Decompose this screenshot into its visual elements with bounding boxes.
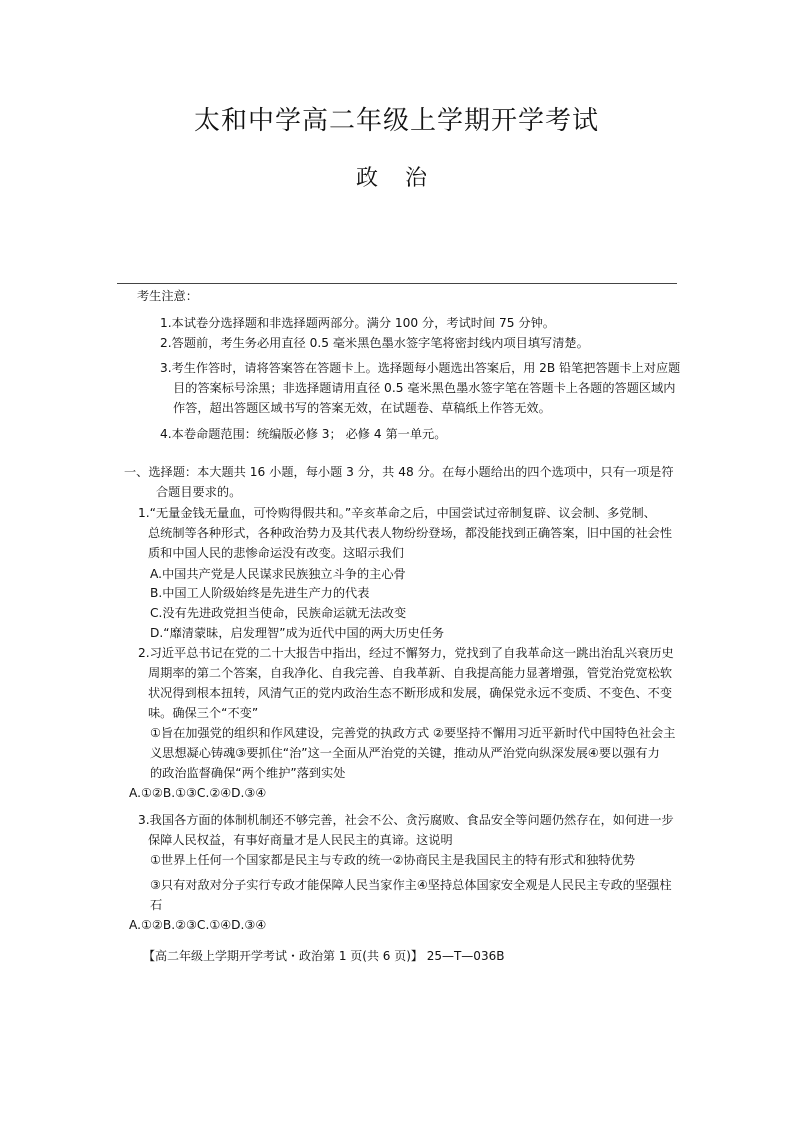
- q3-choices: A.①②B.②③C.①④D.③④: [129, 918, 267, 932]
- section-1-intro-line-2: 合题目要求的。: [156, 485, 242, 499]
- notice-item-1: 1.本试卷分选择题和非选择题两部分。满分 100 分，考试时间 75 分钟。: [160, 316, 555, 330]
- q2-stem-line-2: 周期率的第二个答案，自我净化、自我完善、自我革新、自我提高能力显著增强，管党治党宽松软: [148, 666, 673, 680]
- q2-items-line-1: ①旨在加强党的组织和作风建设，完善党的执政方式 ②要坚持不懈用习近平新时代中国特色社会主: [150, 726, 676, 740]
- q1-option-c: C.没有先进政党担当使命，民族命运就无法改变: [150, 606, 407, 620]
- exam-title: 太和中学高二年级上学期开学考试: [193, 106, 599, 136]
- q3-items-line-1: ①世界上任何一个国家都是民主与专政的统一②协商民主是我国民主的特有形式和独特优势: [150, 853, 635, 867]
- q2-stem-line-1: 2.习近平总书记在党的二十大报告中指出，经过不懈努力，党找到了自我革命这一跳出治乱兴衰历史: [138, 646, 674, 660]
- q3-items-line-2: ③只有对敌对分子实行专政才能保障人民当家作主④坚持总体国家安全观是人民民主专政的坚强柱: [150, 878, 672, 892]
- notice-heading: 考生注意：: [137, 289, 198, 303]
- q2-stem-line-3: 状况得到根本扭转，风清气正的党内政治生态不断形成和发展，确保党永远不变质、不变色、不变: [148, 686, 673, 700]
- section-1-intro-line-1: 一、选择题：本大题共 16 小题，每小题 3 分，共 48 分。在每小题给出的四个选项中，只有一项是符: [124, 465, 674, 479]
- q1-stem-line-2: 总统制等各种形式，各种政治势力及其代表人物纷纷登场，都没能找到正确答案，旧中国的社会性: [148, 526, 673, 540]
- q2-items-line-2: 义思想凝心铸魂③要抓住“治”这一全面从严治党的关键，推动从严治党向纵深发展④要以强有力: [150, 746, 660, 760]
- q1-stem-line-3: 质和中国人民的悲惨命运没有改变。这昭示我们: [148, 546, 404, 560]
- notice-item-2: 2.答题前，考生务必用直径 0.5 毫米黑色墨水签字笔将密封线内项目填写清楚。: [160, 336, 589, 350]
- q2-items-line-3: 的政治监督确保“两个维护”落到实处: [150, 766, 346, 780]
- notice-item-3-line-1: 3.考生作答时，请将答案答在答题卡上。选择题每小题选出答案后，用 2B 铅笔把答题卡上对应题: [160, 361, 681, 375]
- notice-item-3-line-2: 目的答案标号涂黑；非选择题请用直径 0.5 毫米黑色墨水签字笔在答题卡上各题的答题区域内: [173, 381, 676, 395]
- q2-stem-line-4: 味。确保三个“不变”: [148, 706, 259, 720]
- q3-stem-line-2: 保障人民权益，有事好商量才是人民民主的真谛。这说明: [148, 833, 453, 847]
- q1-option-a: A.中国共产党是人民谋求民族独立斗争的主心骨: [150, 567, 406, 581]
- page-footer: 【高二年级上学期开学考试・政治第 1 页(共 6 页)】 25—T—036B: [143, 949, 505, 963]
- subject-title: 政 治: [356, 166, 437, 191]
- header-divider: [117, 283, 677, 284]
- q3-stem-line-1: 3.我国各方面的体制机制还不够完善，社会不公、贪污腐败、食品安全等问题仍然存在，如何进一步: [138, 813, 674, 827]
- notice-item-3-line-3: 作答，超出答题区域书写的答案无效，在试题卷、草稿纸上作答无效。: [173, 401, 551, 415]
- notice-item-4: 4.本卷命题范围：统编版必修 3； 必修 4 第一单元。: [160, 427, 447, 441]
- q1-option-d: D.“靡清蒙昧，启发理智”成为近代中国的两大历史任务: [150, 626, 445, 640]
- q3-items-line-3: 石: [150, 898, 163, 912]
- q1-option-b: B.中国工人阶级始终是先进生产力的代表: [150, 586, 370, 600]
- q1-stem-line-1: 1.“无量金钱无量血，可怜购得假共和。”辛亥革命之后，中国尝试过帝制复辟、议会制、多党制、: [138, 506, 656, 520]
- q2-choices: A.①②B.①③C.②④D.③④: [129, 786, 267, 800]
